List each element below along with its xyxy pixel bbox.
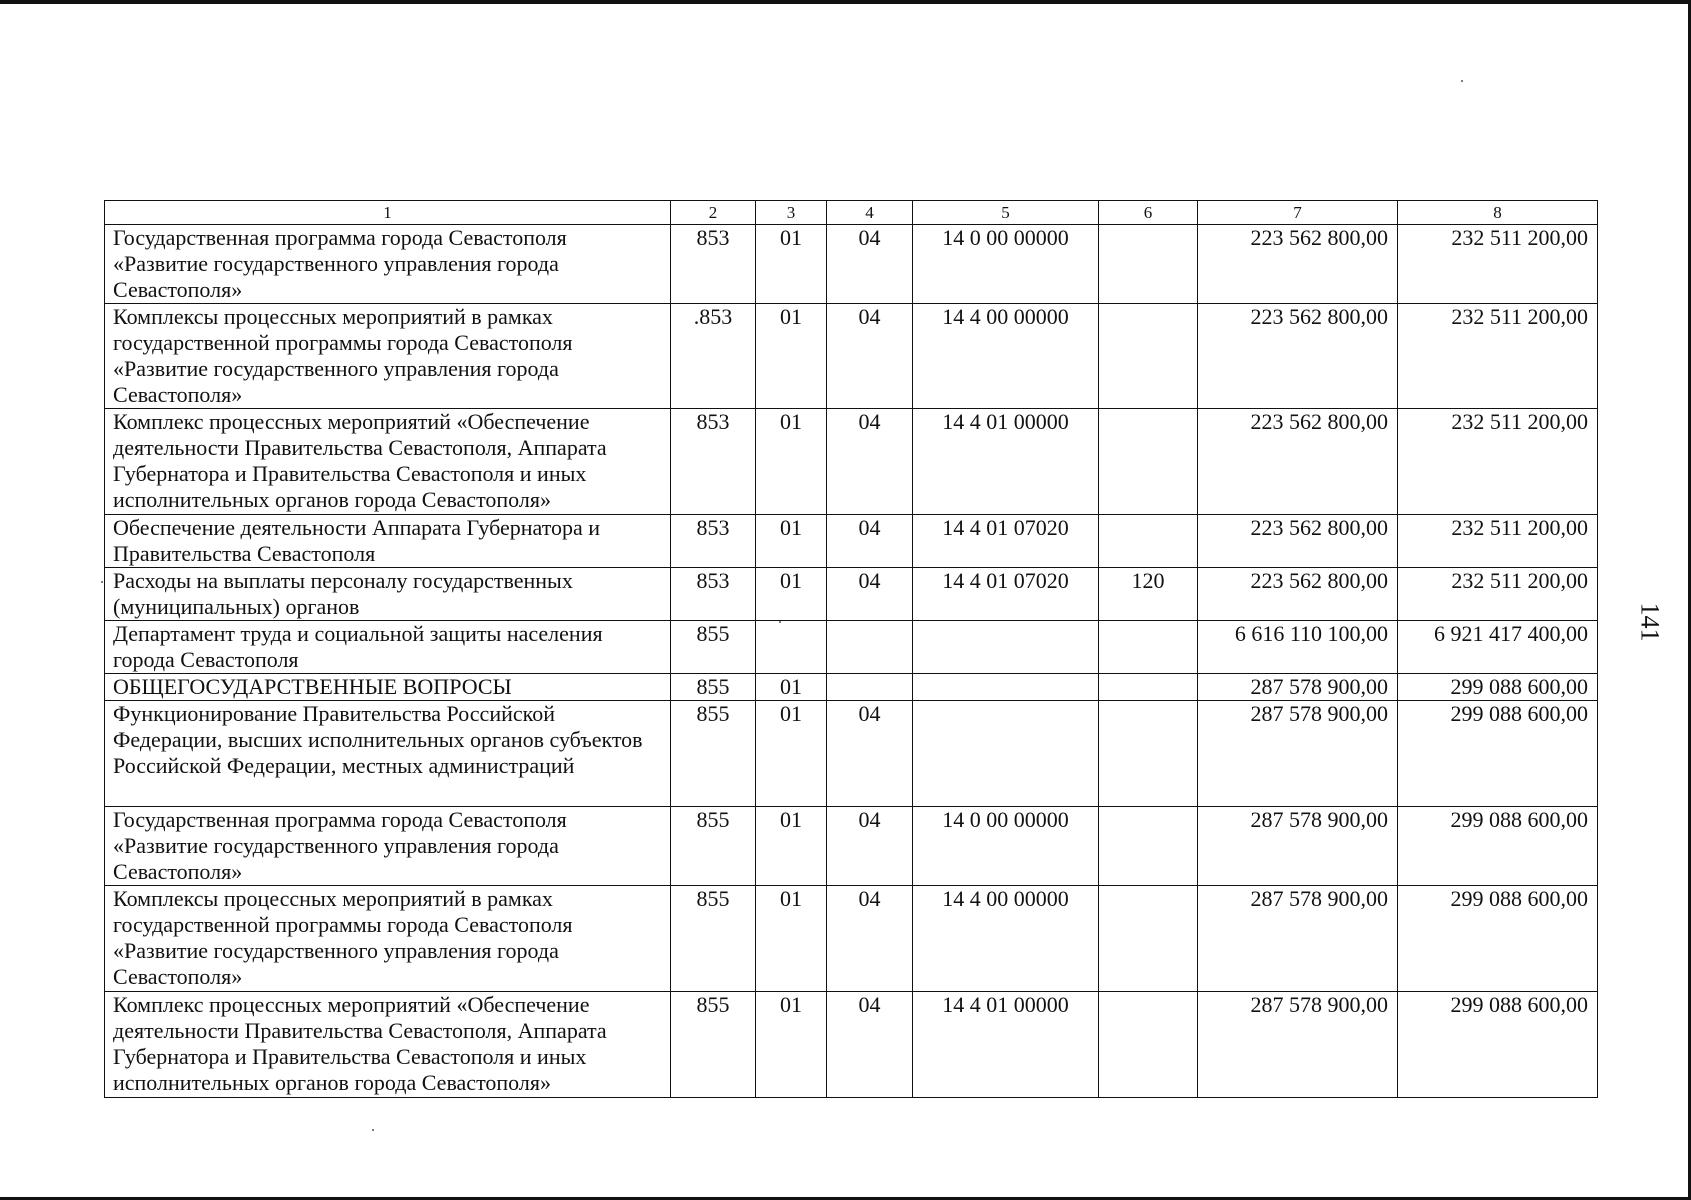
cell-type (1099, 886, 1198, 992)
table-row (105, 225, 1598, 304)
cell-section: 01 (756, 992, 827, 1098)
cell-type (1099, 304, 1198, 409)
cell-target (913, 621, 1099, 674)
cell-subsection: 04 (827, 568, 913, 621)
cell-section: 01 (756, 515, 827, 568)
cell-section: 01 (756, 886, 827, 992)
cell-subsection: 04 (827, 409, 913, 515)
column-header: 7 (1198, 201, 1398, 225)
scan-speck (779, 621, 781, 623)
cell-code: 855 (671, 701, 756, 807)
cell-subsection (827, 674, 913, 701)
table-row (105, 886, 1598, 992)
cell-amount-1: 287 578 900,00 (1198, 807, 1398, 886)
cell-code: 855 (671, 674, 756, 701)
cell-code: 855 (671, 992, 756, 1098)
cell-section: 01 (756, 225, 827, 304)
table-row (105, 304, 1598, 409)
budget-table (104, 200, 1598, 1098)
cell-subsection (827, 621, 913, 674)
column-header: 8 (1398, 201, 1598, 225)
cell-type (1099, 701, 1198, 807)
cell-amount-1: 223 562 800,00 (1198, 409, 1398, 515)
cell-subsection: 04 (827, 515, 913, 568)
cell-section (756, 621, 827, 674)
column-header: 4 (827, 201, 913, 225)
cell-amount-2: 299 088 600,00 (1398, 886, 1598, 992)
table-row (105, 701, 1598, 807)
cell-amount-1: 223 562 800,00 (1198, 515, 1398, 568)
cell-target (913, 674, 1099, 701)
cell-amount-1: 287 578 900,00 (1198, 674, 1398, 701)
cell-section: 01 (756, 701, 827, 807)
cell-subsection: 04 (827, 992, 913, 1098)
cell-amount-2: 232 511 200,00 (1398, 568, 1598, 621)
column-header: 6 (1099, 201, 1198, 225)
cell-amount-1: 287 578 900,00 (1198, 886, 1398, 992)
cell-type (1099, 807, 1198, 886)
cell-code: 853 (671, 568, 756, 621)
cell-code: 853 (671, 409, 756, 515)
row-name: Комплексы процессных мероприятий в рамках государственной программы города Севастополя «Развитие государственного управления города Севастополя» (105, 886, 671, 992)
cell-amount-1: 223 562 800,00 (1198, 225, 1398, 304)
scan-speck (372, 1129, 374, 1131)
row-name: Расходы на выплаты персоналу государственных (муниципальных) органов (105, 568, 671, 621)
cell-amount-2: 232 511 200,00 (1398, 515, 1598, 568)
table-header-row (105, 201, 1598, 225)
row-name: Комплексы процессных мероприятий в рамках государственной программы города Севастополя «Развитие государственного управления города Севастополя» (105, 304, 671, 409)
table-row (105, 409, 1598, 515)
scan-speck (101, 581, 103, 583)
cell-amount-2: 299 088 600,00 (1398, 992, 1598, 1098)
cell-code: 853 (671, 225, 756, 304)
cell-target: 14 0 00 00000 (913, 225, 1099, 304)
cell-subsection: 04 (827, 886, 913, 992)
row-name: Департамент труда и социальной защиты населения города Севастополя (105, 621, 671, 674)
scan-speck (1461, 80, 1463, 82)
row-name: Функционирование Правительства Российской Федерации, высших исполнительных органов субъектов Российской Федерации, местных администраций (105, 701, 671, 807)
cell-section: 01 (756, 409, 827, 515)
cell-section: 01 (756, 807, 827, 886)
row-name: Обеспечение деятельности Аппарата Губернатора и Правительства Севастополя (105, 515, 671, 568)
cell-amount-1: 223 562 800,00 (1198, 568, 1398, 621)
cell-amount-2: 232 511 200,00 (1398, 225, 1598, 304)
cell-type (1099, 621, 1198, 674)
cell-code: 855 (671, 886, 756, 992)
cell-section: 01 (756, 304, 827, 409)
cell-section: 01 (756, 674, 827, 701)
cell-code: 853 (671, 515, 756, 568)
column-header: 1 (105, 201, 671, 225)
cell-amount-2: 6 921 417 400,00 (1398, 621, 1598, 674)
row-name: Государственная программа города Севастополя «Развитие государственного управления города Севастополя» (105, 225, 671, 304)
cell-amount-2: 299 088 600,00 (1398, 807, 1598, 886)
row-name: Государственная программа города Севастополя «Развитие государственного управления города Севастополя» (105, 807, 671, 886)
column-header: 3 (756, 201, 827, 225)
cell-amount-2: 232 511 200,00 (1398, 304, 1598, 409)
cell-subsection: 04 (827, 807, 913, 886)
cell-amount-2: 299 088 600,00 (1398, 674, 1598, 701)
cell-target: 14 0 00 00000 (913, 807, 1099, 886)
cell-section: 01 (756, 568, 827, 621)
cell-type (1099, 674, 1198, 701)
cell-type (1099, 225, 1198, 304)
page-number: 141 (1635, 602, 1665, 642)
cell-target: 14 4 01 07020 (913, 515, 1099, 568)
cell-subsection: 04 (827, 701, 913, 807)
cell-amount-2: 299 088 600,00 (1398, 701, 1598, 807)
cell-target (913, 701, 1099, 807)
cell-target: 14 4 01 07020 (913, 568, 1099, 621)
cell-target: 14 4 00 00000 (913, 886, 1099, 992)
row-name: Комплекс процессных мероприятий «Обеспечение деятельности Правительства Севастополя, Аппарата Губернатора и Правительства Севастополя и иных исполнительных органов города Севастополя» (105, 409, 671, 515)
table-row (105, 568, 1598, 621)
cell-amount-1: 223 562 800,00 (1198, 304, 1398, 409)
table-row (105, 992, 1598, 1098)
row-name: Комплекс процессных мероприятий «Обеспечение деятельности Правительства Севастополя, Аппарата Губернатора и Правительства Севастополя и иных исполнительных органов города Севастополя» (105, 992, 671, 1098)
cell-code: 855 (671, 621, 756, 674)
cell-target: 14 4 00 00000 (913, 304, 1099, 409)
cell-amount-2: 232 511 200,00 (1398, 409, 1598, 515)
cell-amount-1: 6 616 110 100,00 (1198, 621, 1398, 674)
cell-target: 14 4 01 00000 (913, 409, 1099, 515)
cell-amount-1: 287 578 900,00 (1198, 992, 1398, 1098)
cell-subsection: 04 (827, 304, 913, 409)
column-header: 5 (913, 201, 1099, 225)
column-header: 2 (671, 201, 756, 225)
cell-code: .853 (671, 304, 756, 409)
table-row (105, 807, 1598, 886)
table-row (105, 674, 1598, 701)
cell-type (1099, 992, 1198, 1098)
cell-subsection: 04 (827, 225, 913, 304)
table-row (105, 621, 1598, 674)
table-row (105, 515, 1598, 568)
cell-type (1099, 515, 1198, 568)
cell-code: 855 (671, 807, 756, 886)
cell-target: 14 4 01 00000 (913, 992, 1099, 1098)
row-name: ОБЩЕГОСУДАРСТВЕННЫЕ ВОПРОСЫ (105, 674, 671, 701)
cell-amount-1: 287 578 900,00 (1198, 701, 1398, 807)
cell-type: 120 (1099, 568, 1198, 621)
cell-type (1099, 409, 1198, 515)
